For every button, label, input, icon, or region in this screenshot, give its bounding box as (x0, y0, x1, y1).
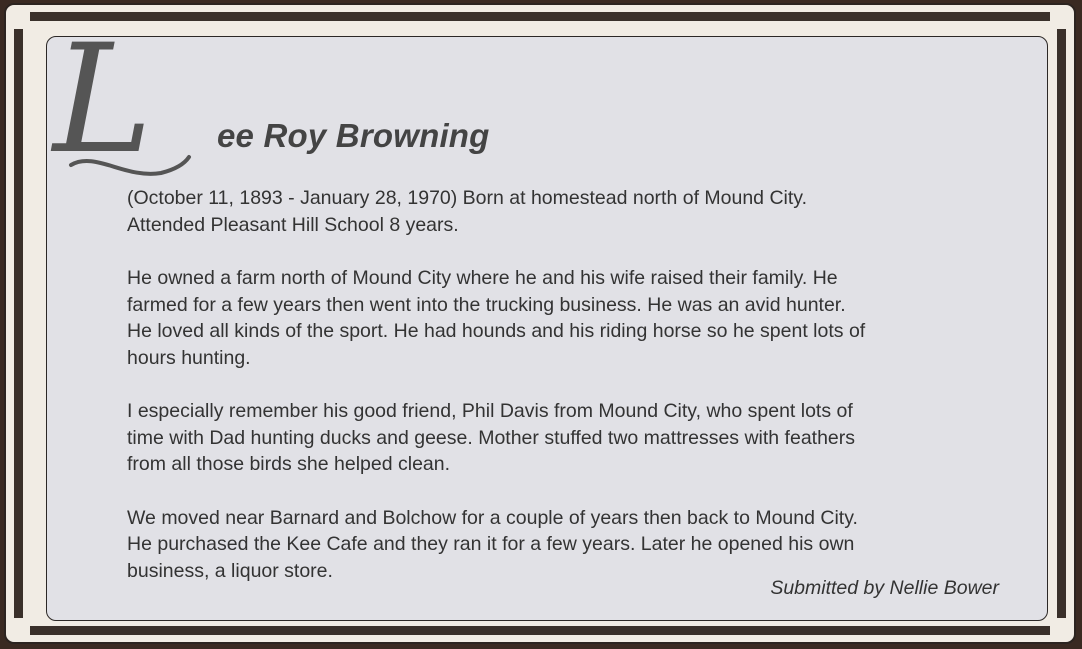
decorative-initial-l (53, 13, 205, 195)
text-line: He purchased the Kee Cafe and they ran it for a few years. Later he opened his own (127, 533, 855, 555)
text-line: business, a liquor store. (127, 559, 333, 582)
biography-text (127, 185, 1007, 611)
document-page (46, 13, 1048, 621)
greek-key-border-left (14, 29, 25, 618)
greek-key-border-top (30, 12, 1050, 23)
title-text: ee Roy Browning (217, 117, 490, 154)
submitted-by-credit: Submitted by Nellie Bower (770, 577, 999, 599)
text-line: time with Dad hunting ducks and geese. Mother stuffed two mattresses with feathers (127, 426, 856, 449)
paragraph (127, 185, 1007, 238)
text-line: He loved all kinds of the sport. He had hounds and his riding horse so he spent lots of (127, 320, 866, 342)
paragraph (127, 505, 1007, 585)
text-line: hours hunting. (127, 346, 251, 369)
paragraph (127, 398, 1007, 478)
text-line: Attended Pleasant Hill School 8 years. (127, 213, 459, 236)
decorative-frame (4, 3, 1076, 644)
text-line: from all those birds she helped clean. (127, 453, 451, 475)
text-line: I especially remember his good friend, Phil Davis from Mound City, who spent lots of (127, 400, 853, 422)
greek-key-border-bottom (30, 624, 1050, 635)
paragraph (127, 265, 1007, 371)
text-line: (October 11, 1893 - January 28, 1970) Born at homestead north of Mound City. (127, 187, 807, 209)
page-title (47, 13, 1047, 207)
initial-letter: L (53, 13, 153, 187)
greek-key-border-right (1055, 29, 1066, 618)
text-line: We moved near Barnard and Bolchow for a couple of years then back to Mound City. (127, 506, 858, 529)
text-line: He owned a farm north of Mound City where he and his wife raised their family. He (127, 267, 838, 289)
text-line: farmed for a few years then went into the trucking business. He was an avid hunter. (127, 293, 846, 316)
